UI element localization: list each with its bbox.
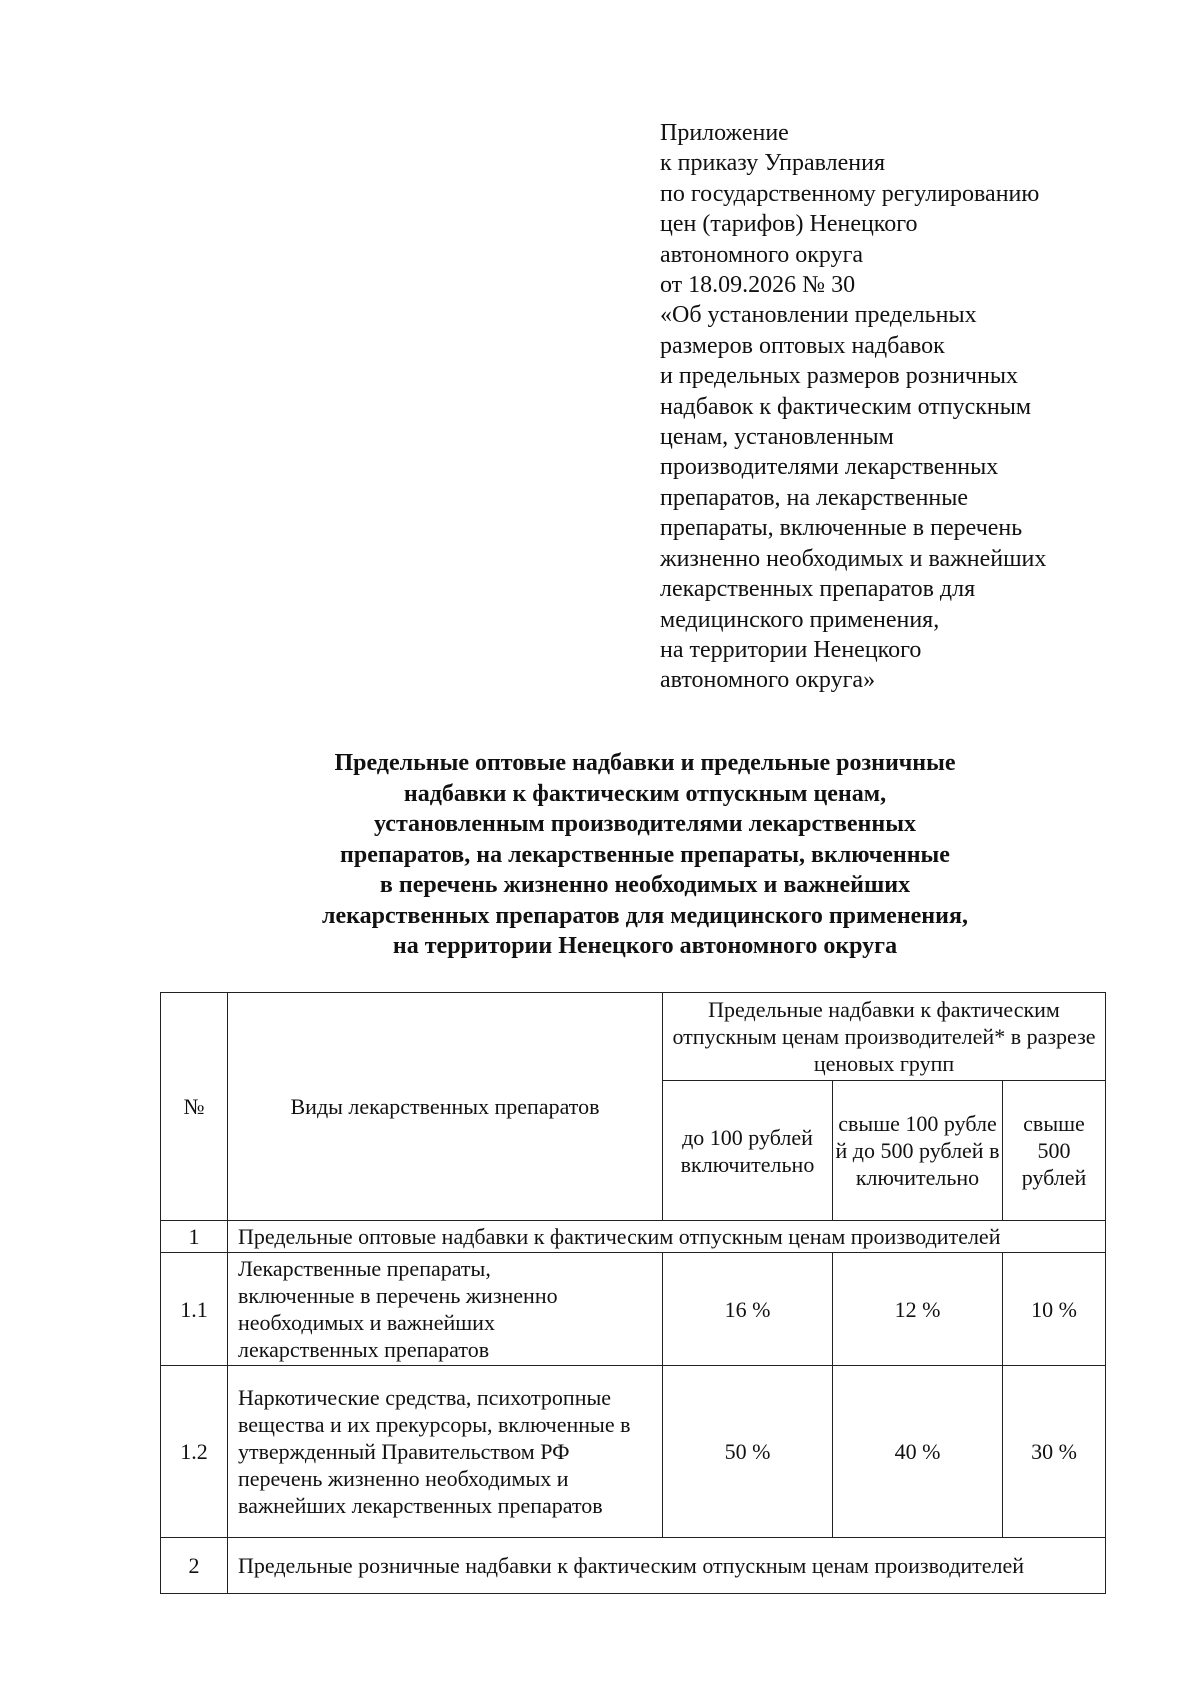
- appendix-line: от 18.09.2026 № 30: [660, 272, 856, 299]
- document-title: [160, 748, 1130, 962]
- appendix-line: препараты, включенные в перечень: [660, 515, 1023, 542]
- appendix-line: ценам, установленным: [660, 424, 894, 451]
- title-line: препаратов, на лекарственные препараты, включенные: [340, 841, 950, 868]
- appendix-line: «Об установлении предельных: [660, 302, 977, 329]
- row-value-up-to-100: 50 %: [663, 1366, 833, 1538]
- section-text: Предельные розничные надбавки к фактическим отпускным ценам производителей: [228, 1538, 1106, 1594]
- header-col-100-500: свыше 100 рублей до 500 рублей включительно: [833, 1081, 1003, 1221]
- row-kind: Лекарственные препараты, включенные в перечень жизненно необходимых и важнейших лекарственных препаратов: [228, 1253, 663, 1366]
- header-col-up-to-100: до 100 рублей включительно: [663, 1081, 833, 1221]
- table-section-row: [161, 1221, 1106, 1253]
- section-num: 2: [161, 1538, 228, 1594]
- header-num: №: [161, 993, 228, 1221]
- table-row: [161, 1366, 1106, 1538]
- title-line: надбавки к фактическим отпускным ценам,: [403, 780, 887, 807]
- markup-table: [160, 992, 1106, 1594]
- appendix-line: жизненно необходимых и важнейших: [660, 545, 1047, 572]
- appendix-block: [660, 118, 1120, 696]
- title-line: установленным производителями лекарственных: [374, 811, 916, 837]
- header-kinds: Виды лекарственных препаратов: [228, 993, 663, 1221]
- appendix-line: надбавок к фактическим отпускным: [660, 393, 1032, 420]
- row-value-over-500: 10 %: [1003, 1253, 1106, 1366]
- appendix-line: Приложение: [660, 120, 789, 146]
- header-price-groups: Предельные надбавки к фактическим отпускным ценам производителей* в разрезе ценовых групп: [663, 993, 1106, 1081]
- appendix-line: и предельных размеров розничных: [660, 363, 1018, 390]
- row-value-100-500: 40 %: [833, 1366, 1003, 1538]
- row-num: 1.1: [161, 1253, 228, 1366]
- appendix-line: автономного округа»: [660, 667, 876, 694]
- table-header-row: [161, 993, 1106, 1081]
- appendix-line: размеров оптовых надбавок: [660, 332, 945, 359]
- header-col-over-500: свыше 500 рублей: [1003, 1081, 1106, 1221]
- appendix-line: лекарственных препаратов для: [660, 576, 976, 603]
- appendix-line: медицинского применения,: [660, 606, 940, 633]
- appendix-line: на территории Ненецкого: [660, 636, 922, 663]
- appendix-line: цен (тарифов) Ненецкого: [660, 211, 918, 238]
- row-value-over-500: 30 %: [1003, 1366, 1106, 1538]
- row-num: 1.2: [161, 1366, 228, 1538]
- appendix-line: по государственному регулированию: [660, 180, 1040, 207]
- title-line: лекарственных препаратов для медицинского применения,: [322, 902, 968, 929]
- row-value-100-500: 12 %: [833, 1253, 1003, 1366]
- row-value-up-to-100: 16 %: [663, 1253, 833, 1366]
- title-line: в перечень жизненно необходимых и важнейших: [379, 872, 911, 898]
- section-num: 1: [161, 1221, 228, 1253]
- row-kind: Наркотические средства, психотропные вещества и их прекурсоры, включенные в утвержденный Правительством РФ перечень жизненно необходимых и важнейших лекарственных препаратов: [228, 1366, 663, 1538]
- appendix-line: автономного округа: [660, 241, 864, 268]
- title-line: Предельные оптовые надбавки и предельные розничные: [334, 750, 956, 776]
- table-section-row: [161, 1538, 1106, 1594]
- appendix-line: производителями лекарственных: [660, 454, 999, 481]
- section-text: Предельные оптовые надбавки к фактическим отпускным ценам производителей: [228, 1221, 1106, 1253]
- table-row: [161, 1253, 1106, 1366]
- appendix-line: препаратов, на лекарственные: [660, 484, 969, 511]
- title-line: на территории Ненецкого автономного округа: [392, 933, 898, 959]
- appendix-line: к приказу Управления: [660, 150, 886, 177]
